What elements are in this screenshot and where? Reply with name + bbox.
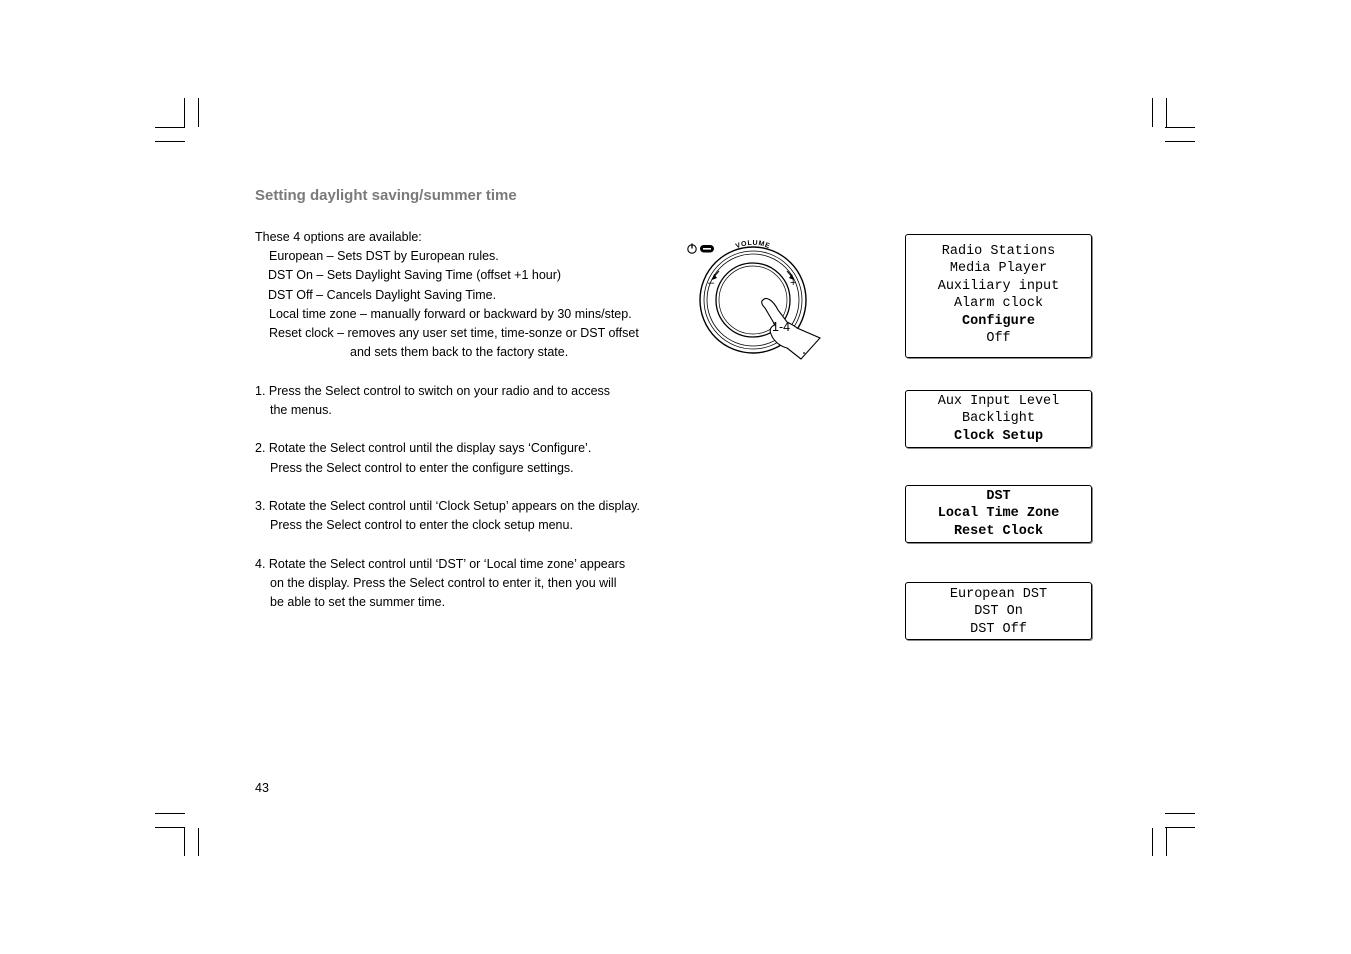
option-dst-off: DST Off – Cancels Daylight Saving Time.: [268, 288, 497, 302]
section-heading: Setting daylight saving/summer time: [255, 187, 517, 204]
step-1-line-2: the menus.: [270, 403, 332, 417]
lcd-line: Off: [986, 331, 1011, 347]
volume-knob-illustration: [683, 238, 823, 363]
lcd-line-selected: Reset Clock: [953, 523, 1044, 539]
lcd-line: Media Player: [949, 261, 1048, 277]
lcd-line-selected: Local Time Zone: [937, 506, 1060, 522]
option-dst-on: DST On – Sets Daylight Saving Time (offset +1 hour): [268, 268, 562, 282]
lcd-line-selected: DST: [986, 489, 1011, 504]
lcd-line-selected: Clock Setup: [953, 428, 1044, 444]
option-local-time-zone: Local time zone – manually forward or backward by 30 mins/step.: [269, 307, 632, 321]
lcd-line: DST On: [974, 604, 1023, 620]
lcd-configure-menu: [905, 390, 1092, 448]
lcd-main-menu: [905, 234, 1092, 358]
minus-label: –: [708, 277, 715, 289]
toggle-icon: [700, 245, 714, 253]
plus-label: +: [790, 277, 797, 289]
option-european: European – Sets DST by European rules.: [269, 249, 499, 263]
step-4-line-3: be able to set the summer time.: [270, 595, 446, 609]
intro-lead: These 4 options are available:: [255, 230, 422, 244]
option-reset-clock: Reset clock – removes any user set time, time-sonze or DST offset: [269, 326, 639, 340]
step-2-line-1: 2. Rotate the Select control until the display says ‘Configure’.: [255, 441, 592, 455]
lcd-line-selected: Configure: [962, 313, 1035, 329]
lcd-line: Aux Input Level: [937, 394, 1060, 409]
step-label: 1-4: [772, 320, 791, 334]
step-4-line-2: on the display. Press the Select control to enter it, then you will: [270, 576, 617, 590]
lcd-line: DST Off: [970, 621, 1027, 637]
page-number: 43: [255, 781, 269, 795]
lcd-dst-menu: [905, 582, 1092, 640]
power-icon: [688, 244, 696, 254]
step-2-line-2: Press the Select control to enter the configure settings.: [270, 461, 574, 475]
lcd-clock-setup-menu: [905, 485, 1092, 543]
lcd-line: Backlight: [962, 411, 1035, 427]
step-4-line-1: 4. Rotate the Select control until ‘DST’ or ‘Local time zone’ appears: [255, 557, 626, 571]
lcd-line: Alarm clock: [953, 296, 1044, 312]
option-reset-clock-cont: and sets them back to the factory state.: [350, 345, 569, 359]
step-3-line-2: Press the Select control to enter the clock setup menu.: [270, 518, 573, 532]
step-1-line-1: 1. Press the Select control to switch on your radio and to access: [255, 384, 611, 398]
lcd-line: Auxiliary input: [937, 278, 1060, 294]
step-3-line-1: 3. Rotate the Select control until ‘Clock Setup’ appears on the display.: [255, 499, 640, 513]
lcd-line: European DST: [949, 587, 1048, 602]
dial-label: VOLUME: [734, 239, 772, 251]
lcd-line: Radio Stations: [941, 244, 1056, 259]
